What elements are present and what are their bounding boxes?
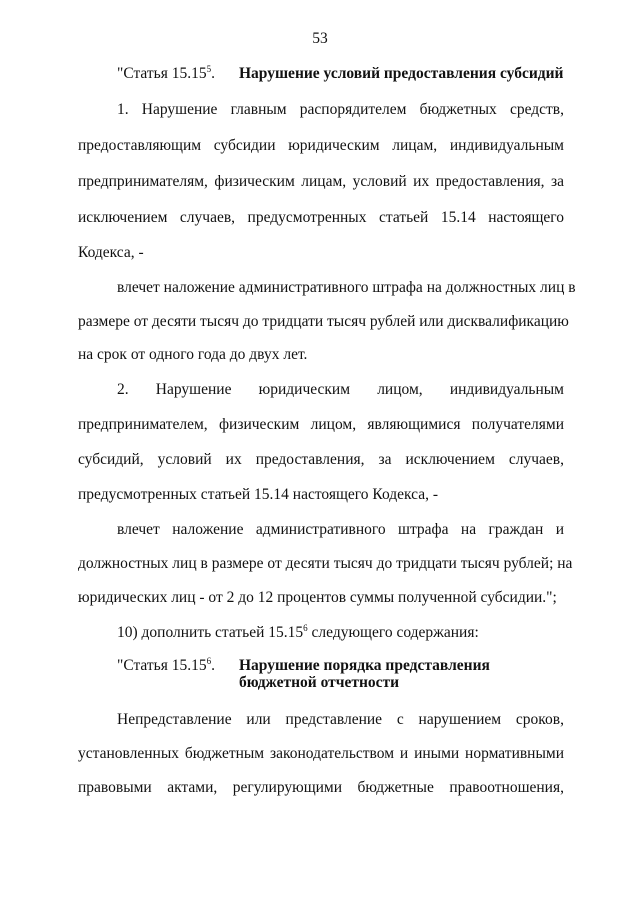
paragraph-line: влечет наложение административного штрафа на граждан и [117,521,564,538]
paragraph-line: предпринимателем, физическим лицом, являющимися получателями [78,416,564,433]
paragraph-line: предусмотренных статьей 15.14 настоящего Кодекса, - [78,486,439,503]
article-title: Нарушение условий предоставления субсидий [239,65,564,82]
amendment-item [117,623,479,643]
article-label-text: "Статья 15.15 [117,65,207,82]
article-label-dot: . [211,657,215,674]
paragraph-line: размере от десяти тысяч до тридцати тысяч рублей или дисквалификацию [78,313,569,330]
paragraph-line: Кодекса, - [78,244,144,261]
paragraph-line: установленных бюджетным законодательством и иными нормативными [78,745,564,762]
paragraph-line: предоставляющим субсидии юридическим лицам, индивидуальным [78,137,564,154]
paragraph-line: Непредставление или представление с нарушением сроков, [117,711,564,728]
amendment-item-tail: следующего содержания: [307,624,479,641]
paragraph-line: должностных лиц в размере от десяти тысяч до тридцати тысяч рублей; на [78,555,573,572]
paragraph-line: предпринимателям, физическим лицам, условий их предоставления, за [78,173,564,190]
paragraph-line: влечет наложение административного штрафа на должностных лиц в [117,279,576,296]
page-number: 53 [312,30,328,47]
article-label-dot: . [211,65,215,82]
paragraph-line: правовыми актами, регулирующими бюджетные правоотношения, [78,779,564,796]
article-label-superscript: 6 [206,655,212,666]
article-title-line: бюджетной отчетности [239,674,400,691]
amendment-item-text: 10) дополнить статьей 15.15 [117,624,304,641]
paragraph-line: 1. Нарушение главным распорядителем бюджетных средств, [117,101,564,118]
article-label [117,656,215,676]
paragraph-line: субсидий, условий их предоставления, за исключением случаев, [78,451,564,468]
article-label-text: "Статья 15.15 [117,657,207,674]
amendment-item-superscript: 6 [303,622,308,633]
article-title-line: Нарушение порядка представления [239,657,490,674]
article-label [117,64,215,84]
paragraph-line: на срок от одного года до двух лет. [78,346,308,363]
paragraph-line: исключением случаев, предусмотренных статьей 15.14 настоящего [78,209,564,226]
paragraph-line: 2. Нарушение юридическим лицом, индивидуальным [117,381,564,398]
article-label-superscript: 5 [206,63,212,74]
paragraph-line: юридических лиц - от 2 до 12 процентов суммы полученной субсидии."; [78,589,557,606]
